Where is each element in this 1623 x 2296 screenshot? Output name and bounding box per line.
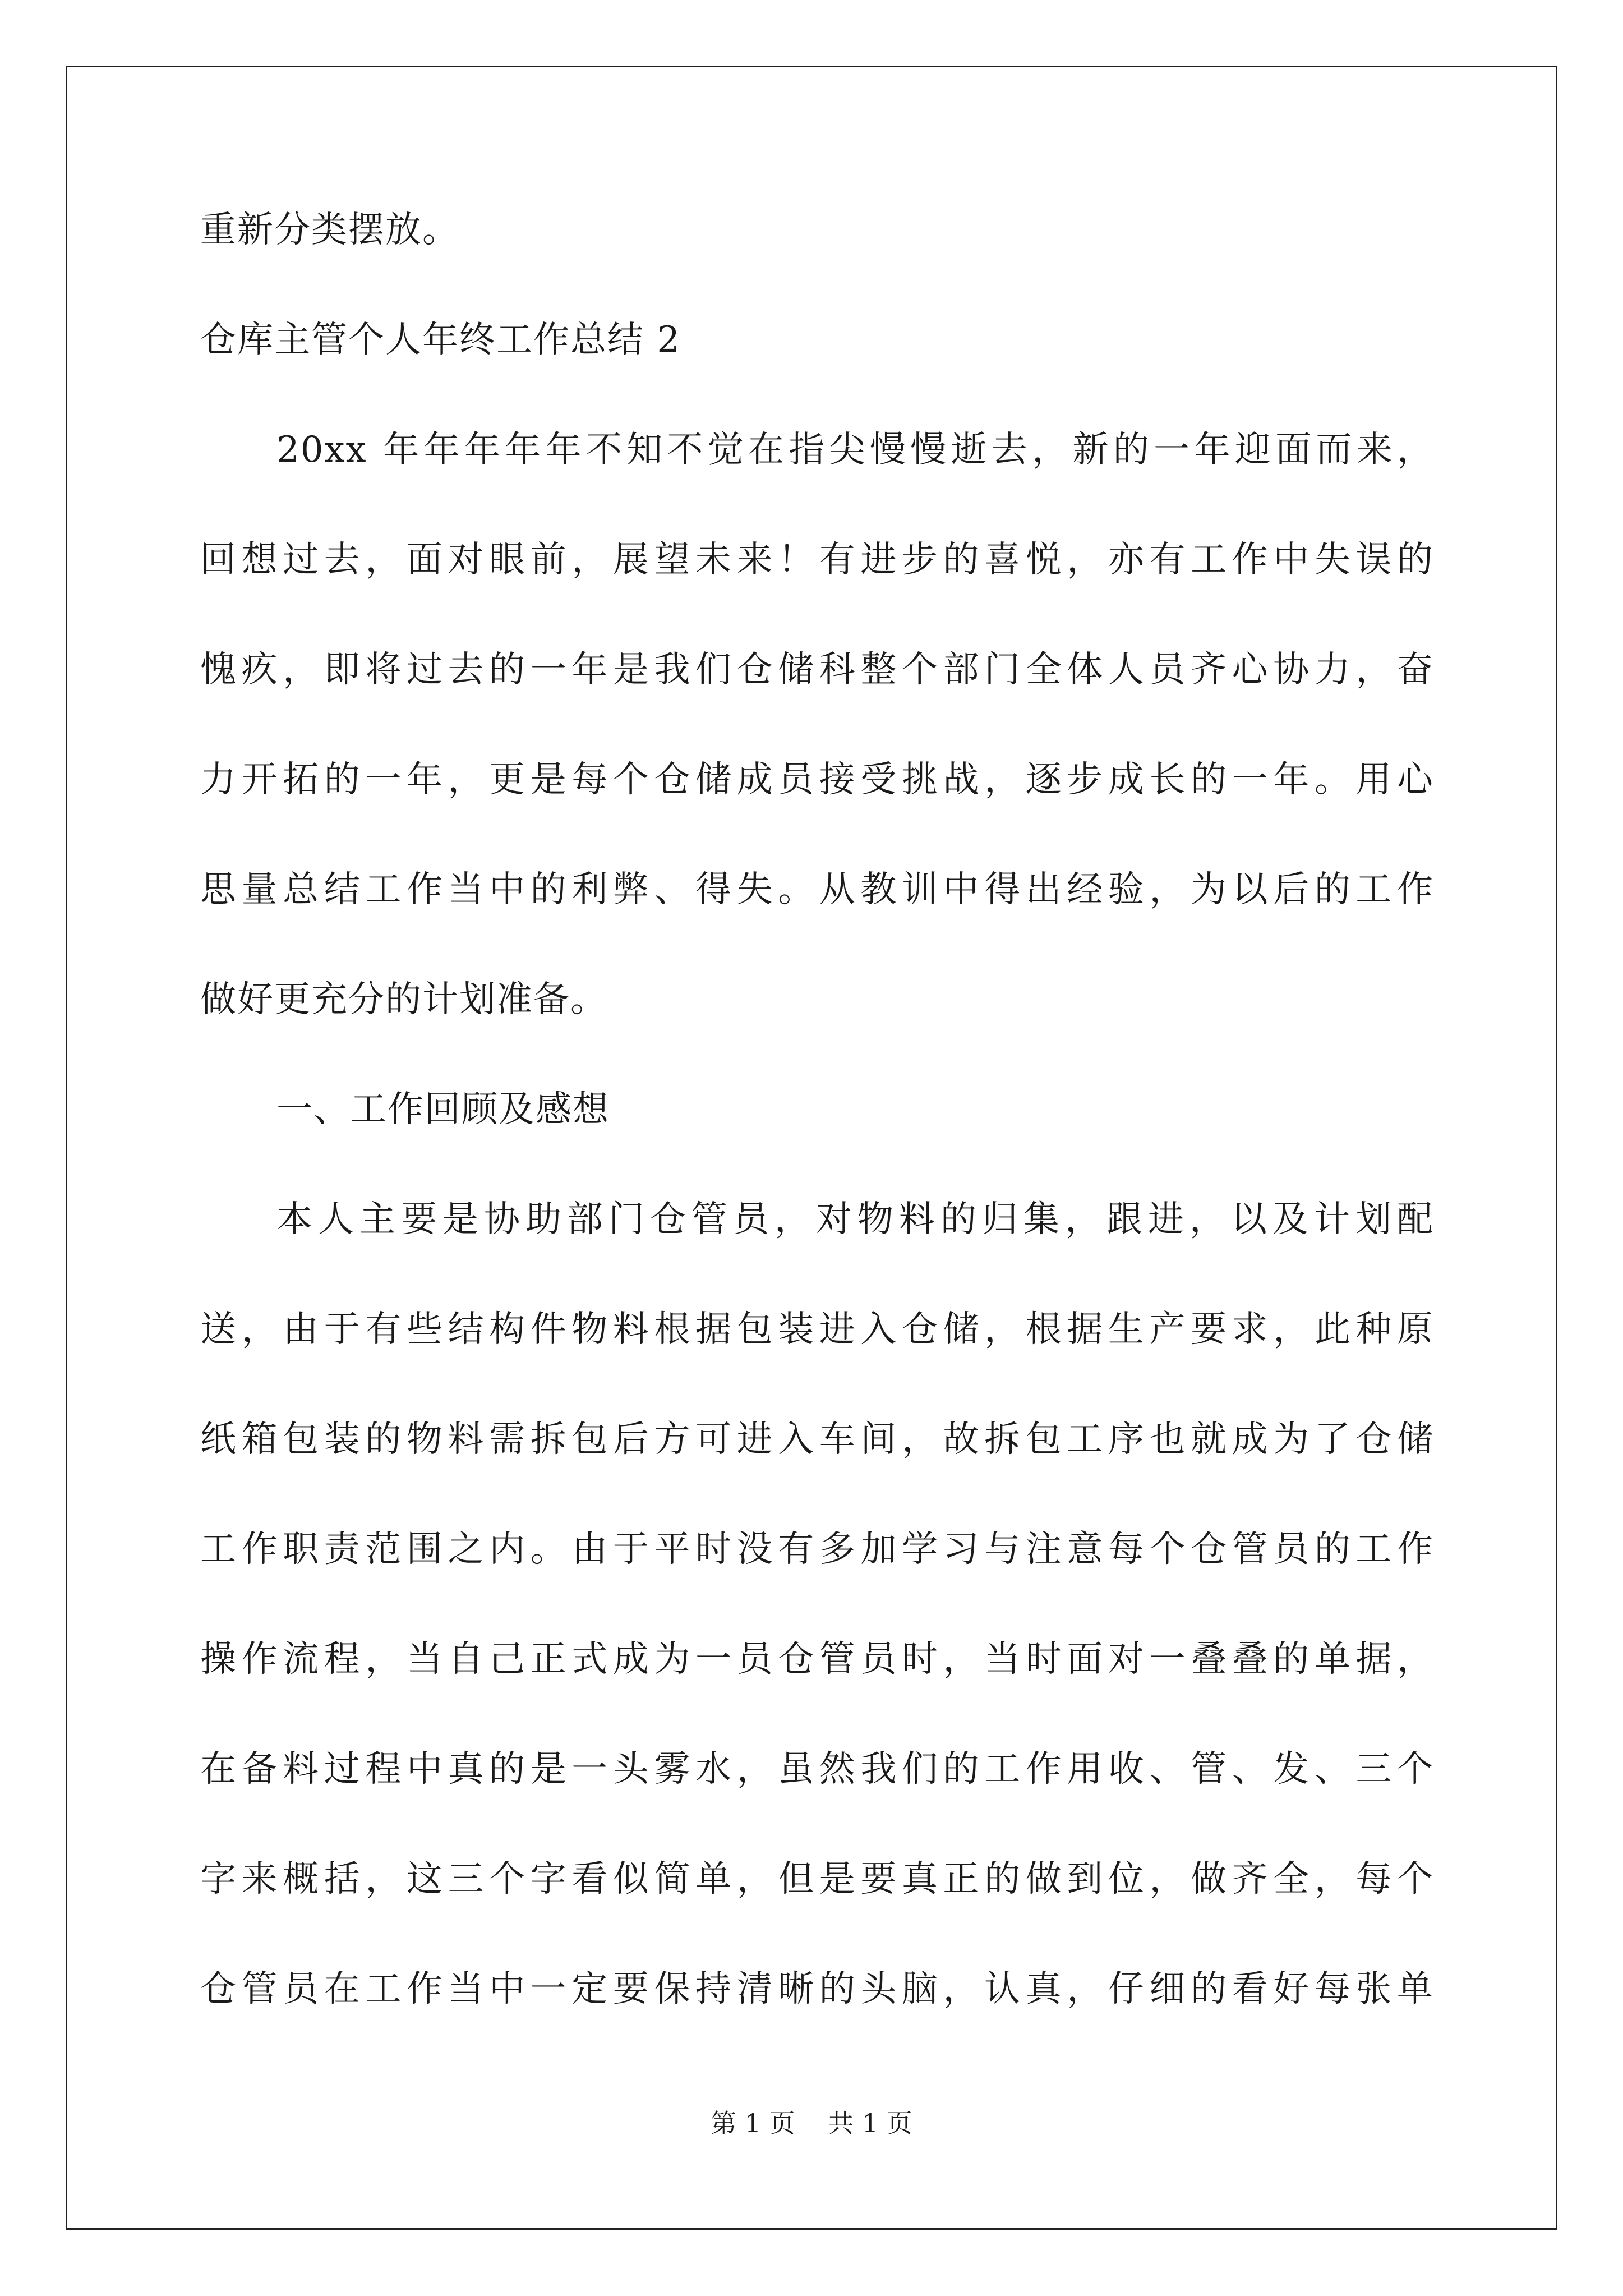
paragraph-line: 送，由于有些结构件物料根据包装进入仓储，根据生产要求，此种原 <box>200 1309 1434 1350</box>
paragraph-line: 仓管员在工作当中一定要保持清晰的头脑，认真，仔细的看好每张单 <box>200 1968 1434 2010</box>
paragraph-line: 愧疚，即将过去的一年是我们仓储科整个部门全体人员齐心协力，奋 <box>200 649 1434 691</box>
page-border <box>66 66 1557 2230</box>
paragraph-line: 做好更充分的计划准备。 <box>200 979 607 1020</box>
paragraph-line: 字来概括，这三个字看似简单，但是要真正的做到位，做齐全，每个 <box>200 1858 1434 1900</box>
paragraph-line: 思量总结工作当中的利弊、得失。从教训中得出经验，为以后的工作 <box>200 869 1434 910</box>
subsection-heading: 一、工作回顾及感想 <box>276 1089 610 1130</box>
paragraph-line: 纸箱包装的物料需拆包后方可进入车间，故拆包工序也就成为了仓储 <box>200 1419 1434 1460</box>
paragraph-line: 力开拓的一年，更是每个仓储成员接受挑战，逐步成长的一年。用心 <box>200 759 1434 800</box>
paragraph-line: 在备料过程中真的是一头雾水，虽然我们的工作用收、管、发、三个 <box>200 1749 1434 1790</box>
paragraph-line: 回想过去，面对眼前，展望未来！有进步的喜悦，亦有工作中失误的 <box>200 539 1434 581</box>
paragraph-line: 工作职责范围之内。由于平时没有多加学习与注意每个仓管员的工作 <box>200 1529 1434 1570</box>
paragraph-line: 操作流程，当自己正式成为一员仓管员时，当时面对一叠叠的单据， <box>200 1639 1434 1680</box>
paragraph-line: 本人主要是协助部门仓管员，对物料的归集，跟进，以及计划配 <box>276 1199 1434 1240</box>
paragraph-line: 20xx 年年年年年不知不觉在指尖慢慢逝去，新的一年迎面而来， <box>276 429 1434 471</box>
section-title: 仓库主管个人年终工作总结 2 <box>200 319 681 361</box>
page-footer: 第 1 页 共 1 页 <box>711 2108 912 2138</box>
paragraph-line: 重新分类摆放。 <box>200 209 459 251</box>
